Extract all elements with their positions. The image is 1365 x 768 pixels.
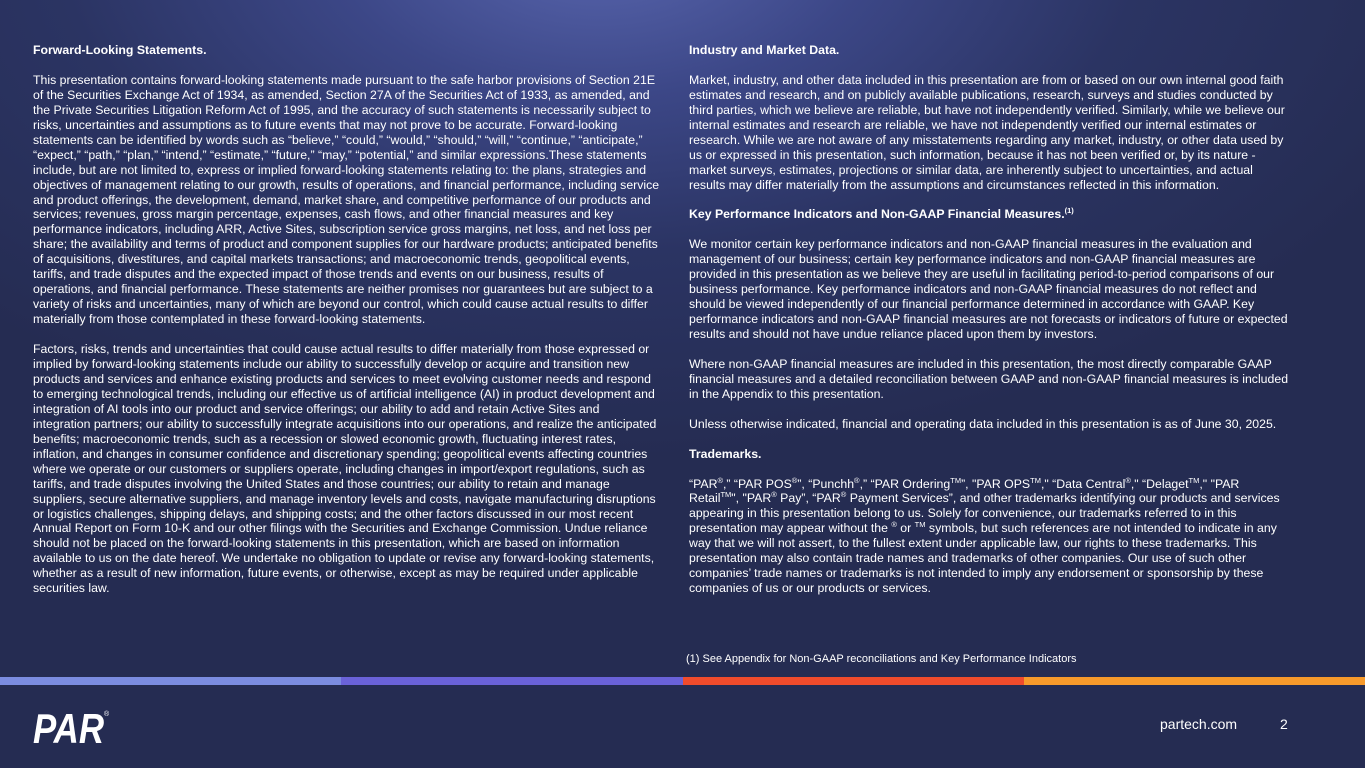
color-bar-segment bbox=[0, 677, 341, 685]
color-bar-segment bbox=[341, 677, 682, 685]
trademark-mark: TM bbox=[914, 520, 926, 530]
industry-heading: Industry and Market Data. bbox=[689, 43, 840, 57]
kpi-paragraph-3: Unless otherwise indicated, financial and operating data included in this presentation is as of June 30, 2025. bbox=[689, 416, 1277, 431]
tm-text: ,” “PAR Ordering bbox=[859, 476, 951, 491]
kpi-heading bbox=[689, 207, 1290, 222]
registered-mark: ® bbox=[717, 475, 723, 485]
logo-registered-mark: ® bbox=[104, 711, 110, 718]
tm-text: “PAR bbox=[689, 476, 718, 491]
color-bar-segment bbox=[1024, 677, 1365, 685]
trademark-mark: TM bbox=[950, 475, 962, 485]
trademark-mark: TM bbox=[1030, 475, 1041, 485]
trademark-mark: TM bbox=[1188, 475, 1200, 485]
tm-text: ", "PAR bbox=[731, 491, 772, 506]
disclosures-column bbox=[689, 43, 1290, 611]
forward-looking-column bbox=[33, 43, 660, 611]
tm-text: Payment Services”, and other trademarks identifying our products and services appearing in this presentation belong to us. Solely for convenience, our trademarks referred to in this presentation may appear without the bbox=[689, 491, 1280, 536]
kpi-paragraph-1: We monitor certain key performance indicators and non-GAAP financial measures in the evaluation and management of our business; certain key performance indicators and non-GAAP financial measures are provided in this presentation as we believe they are useful in facilitating period-to-period comparisons of our business performance. Key performance indicators and non-GAAP financial measures do not reflect and should be viewed independently of our financial performance determined in accordance with GAAP. Key performance indicators and non-GAAP financial measures are not forecasts or indicators of future or expected results and should not have undue reliance placed upon them by investors. bbox=[689, 237, 1288, 342]
tm-text: ," “Data Central bbox=[1040, 476, 1126, 491]
tm-text: Pay”, “PAR bbox=[776, 491, 841, 506]
color-bar-segment bbox=[683, 677, 1024, 685]
website-link[interactable]: partech.com bbox=[1160, 716, 1238, 732]
tm-text: ,” “PAR POS bbox=[723, 476, 792, 491]
registered-mark: ® bbox=[771, 490, 777, 500]
page-number: 2 bbox=[1280, 716, 1288, 732]
registered-mark: ® bbox=[791, 475, 798, 485]
forward-looking-paragraph-1: This presentation contains forward-looking statements made pursuant to the safe harbor provisions of Section 21E of the Securities Exchange Act of 1934, as amended, Section 27A of the Securities Act of 1933, as amended, and the Private Securities Litigation Reform Act of 1995, and the accuracy of such statements is necessarily subject to risks, uncertainties and assumptions as to future events that may not prove to be accurate. Forward-looking statements can be identified by words such as “believe,” “could,” “would,” “should,” “will,” “continue,” “anticipate,” “expect,” “path,” “plan,” “intend,” “estimate,” “future,” “may,” “potential,” and similar expressions.These statements include, but are not limited to, express or implied forward-looking statements relating to: the plans, strategies and objectives of management relating to our growth, results of operations, and financial performance, including service and product offerings, the development, demand, market share, and competitive performance of our products and services; revenues, gross margin percentage, expenses, cash flows, and other financial measures and key performance indicators, including ARR, Active Sites, subscription service gross margins, net loss, and net loss per share; the availability and terms of product and component supplies for our hardware products; anticipated benefits of acquisitions, divestitures, and capital markets transactions; and macroeconomic trends, geopolitical events, tariffs, and trade disputes and the expected impact of those trends and events on our business, results of operations, and financial performance. These statements are neither promises nor guarantees but are subject to a variety of risks and uncertainties, many of which are beyond our control, which could cause actual results to differ materially from those contemplated in these forward-looking statements. bbox=[33, 72, 660, 327]
par-logo bbox=[33, 708, 110, 745]
tm-text: or bbox=[896, 521, 915, 536]
registered-mark: ® bbox=[840, 490, 847, 500]
logo-wordmark: PAR bbox=[33, 708, 105, 745]
registered-mark: ® bbox=[1125, 475, 1131, 485]
forward-looking-heading: Forward-Looking Statements. bbox=[33, 43, 207, 57]
tm-text: ”, "PAR OPS bbox=[961, 476, 1031, 491]
tm-text: ," "PAR Retail bbox=[689, 476, 1240, 506]
industry-paragraph: Market, industry, and other data included in this presentation are from or based on our own internal good faith estimates and research, and on publicly available publications, research, surveys and studies conducted by third parties, which we believe are reliable, but have not independently verified. Similarly, while we believe our internal estimates and research are reliable, we have not independently verified our internal estimates or research. While we are not aware of any misstatements regarding any market, industry, or other data used by us or expressed in this presentation, such information, because it has not been verified or, by its nature - market surveys, estimates, projections or similar data, are inherently subject to uncertainties, and actual results may differ materially from the assumptions and circumstances reflected in this information. bbox=[689, 72, 1285, 192]
forward-looking-paragraph-2: Factors, risks, trends and uncertainties that could cause actual results to differ materially from those expressed or implied by forward-looking statements include our ability to successfully develop or acquire and transition new products and services and enhance existing products and services to meet evolving customer needs and respond to emerging technological trends, including our effective us of artificial intelligence (AI) in product development and integration of AI tools into our product and service offerings; our ability to add and retain Active Sites and integration partners; our ability to successfully integrate acquisitions into our operations, and realize the anticipated benefits; macroeconomic trends, such as a recession or slowed economic growth, fluctuating interest rates, inflation, and changes in consumer confidence and discretionary spending; geopolitical events affecting countries where we operate or our customers or suppliers operate, including changes in import/export regulations, such as tariffs, and trade disputes involving the United States and those countries; our ability to retain and manage suppliers, secure alternative suppliers, and manage inventory levels and costs, navigate manufacturing disruptions or logistics challenges, shipping delays, and shipping costs; and the other factors discussed in our most recent Annual Report on Form 10-K and our other filings with the Securities and Exchange Commission. Undue reliance should not be placed on the forward-looking statements in this presentation, which are based on information available to us on the date hereof. We undertake no obligation to update or revise any forward-looking statements, whether as a result of new information, future events, or otherwise, except as may be required under applicable securities law. bbox=[33, 342, 657, 596]
registered-mark: ® bbox=[891, 520, 897, 530]
color-bar bbox=[0, 677, 1365, 685]
kpi-heading-text: Key Performance Indicators and Non-GAAP Financial Measures. bbox=[689, 207, 1065, 222]
registered-mark: ® bbox=[854, 475, 860, 485]
footnote: (1) See Appendix for Non-GAAP reconciliations and Key Performance Indicators bbox=[686, 653, 1077, 665]
trademarks-heading: Trademarks. bbox=[689, 446, 762, 461]
kpi-paragraph-2: Where non-GAAP financial measures are included in this presentation, the most directly comparable GAAP financial measures and a detailed reconciliation between GAAP and non-GAAP financial measures is included in the Appendix to this presentation. bbox=[689, 356, 1289, 401]
tm-text: symbols, but such references are not intended to indicate in any way that we will not assert, to the fullest extent under applicable law, our rights to these trademarks. This presentation may also contain trade names and trademarks of other companies. Our use of such other companies’ trade names or trademarks is not intended to imply any endorsement or sponsorship by these companies of us or our products or services. bbox=[689, 521, 1277, 596]
tm-text: ," “Delaget bbox=[1130, 476, 1189, 491]
tm-text: ”, “Punchh bbox=[797, 476, 855, 491]
trademarks-paragraph bbox=[689, 477, 1290, 597]
kpi-footnote-marker: (1) bbox=[1064, 206, 1074, 216]
trademark-mark: TM bbox=[720, 490, 732, 500]
